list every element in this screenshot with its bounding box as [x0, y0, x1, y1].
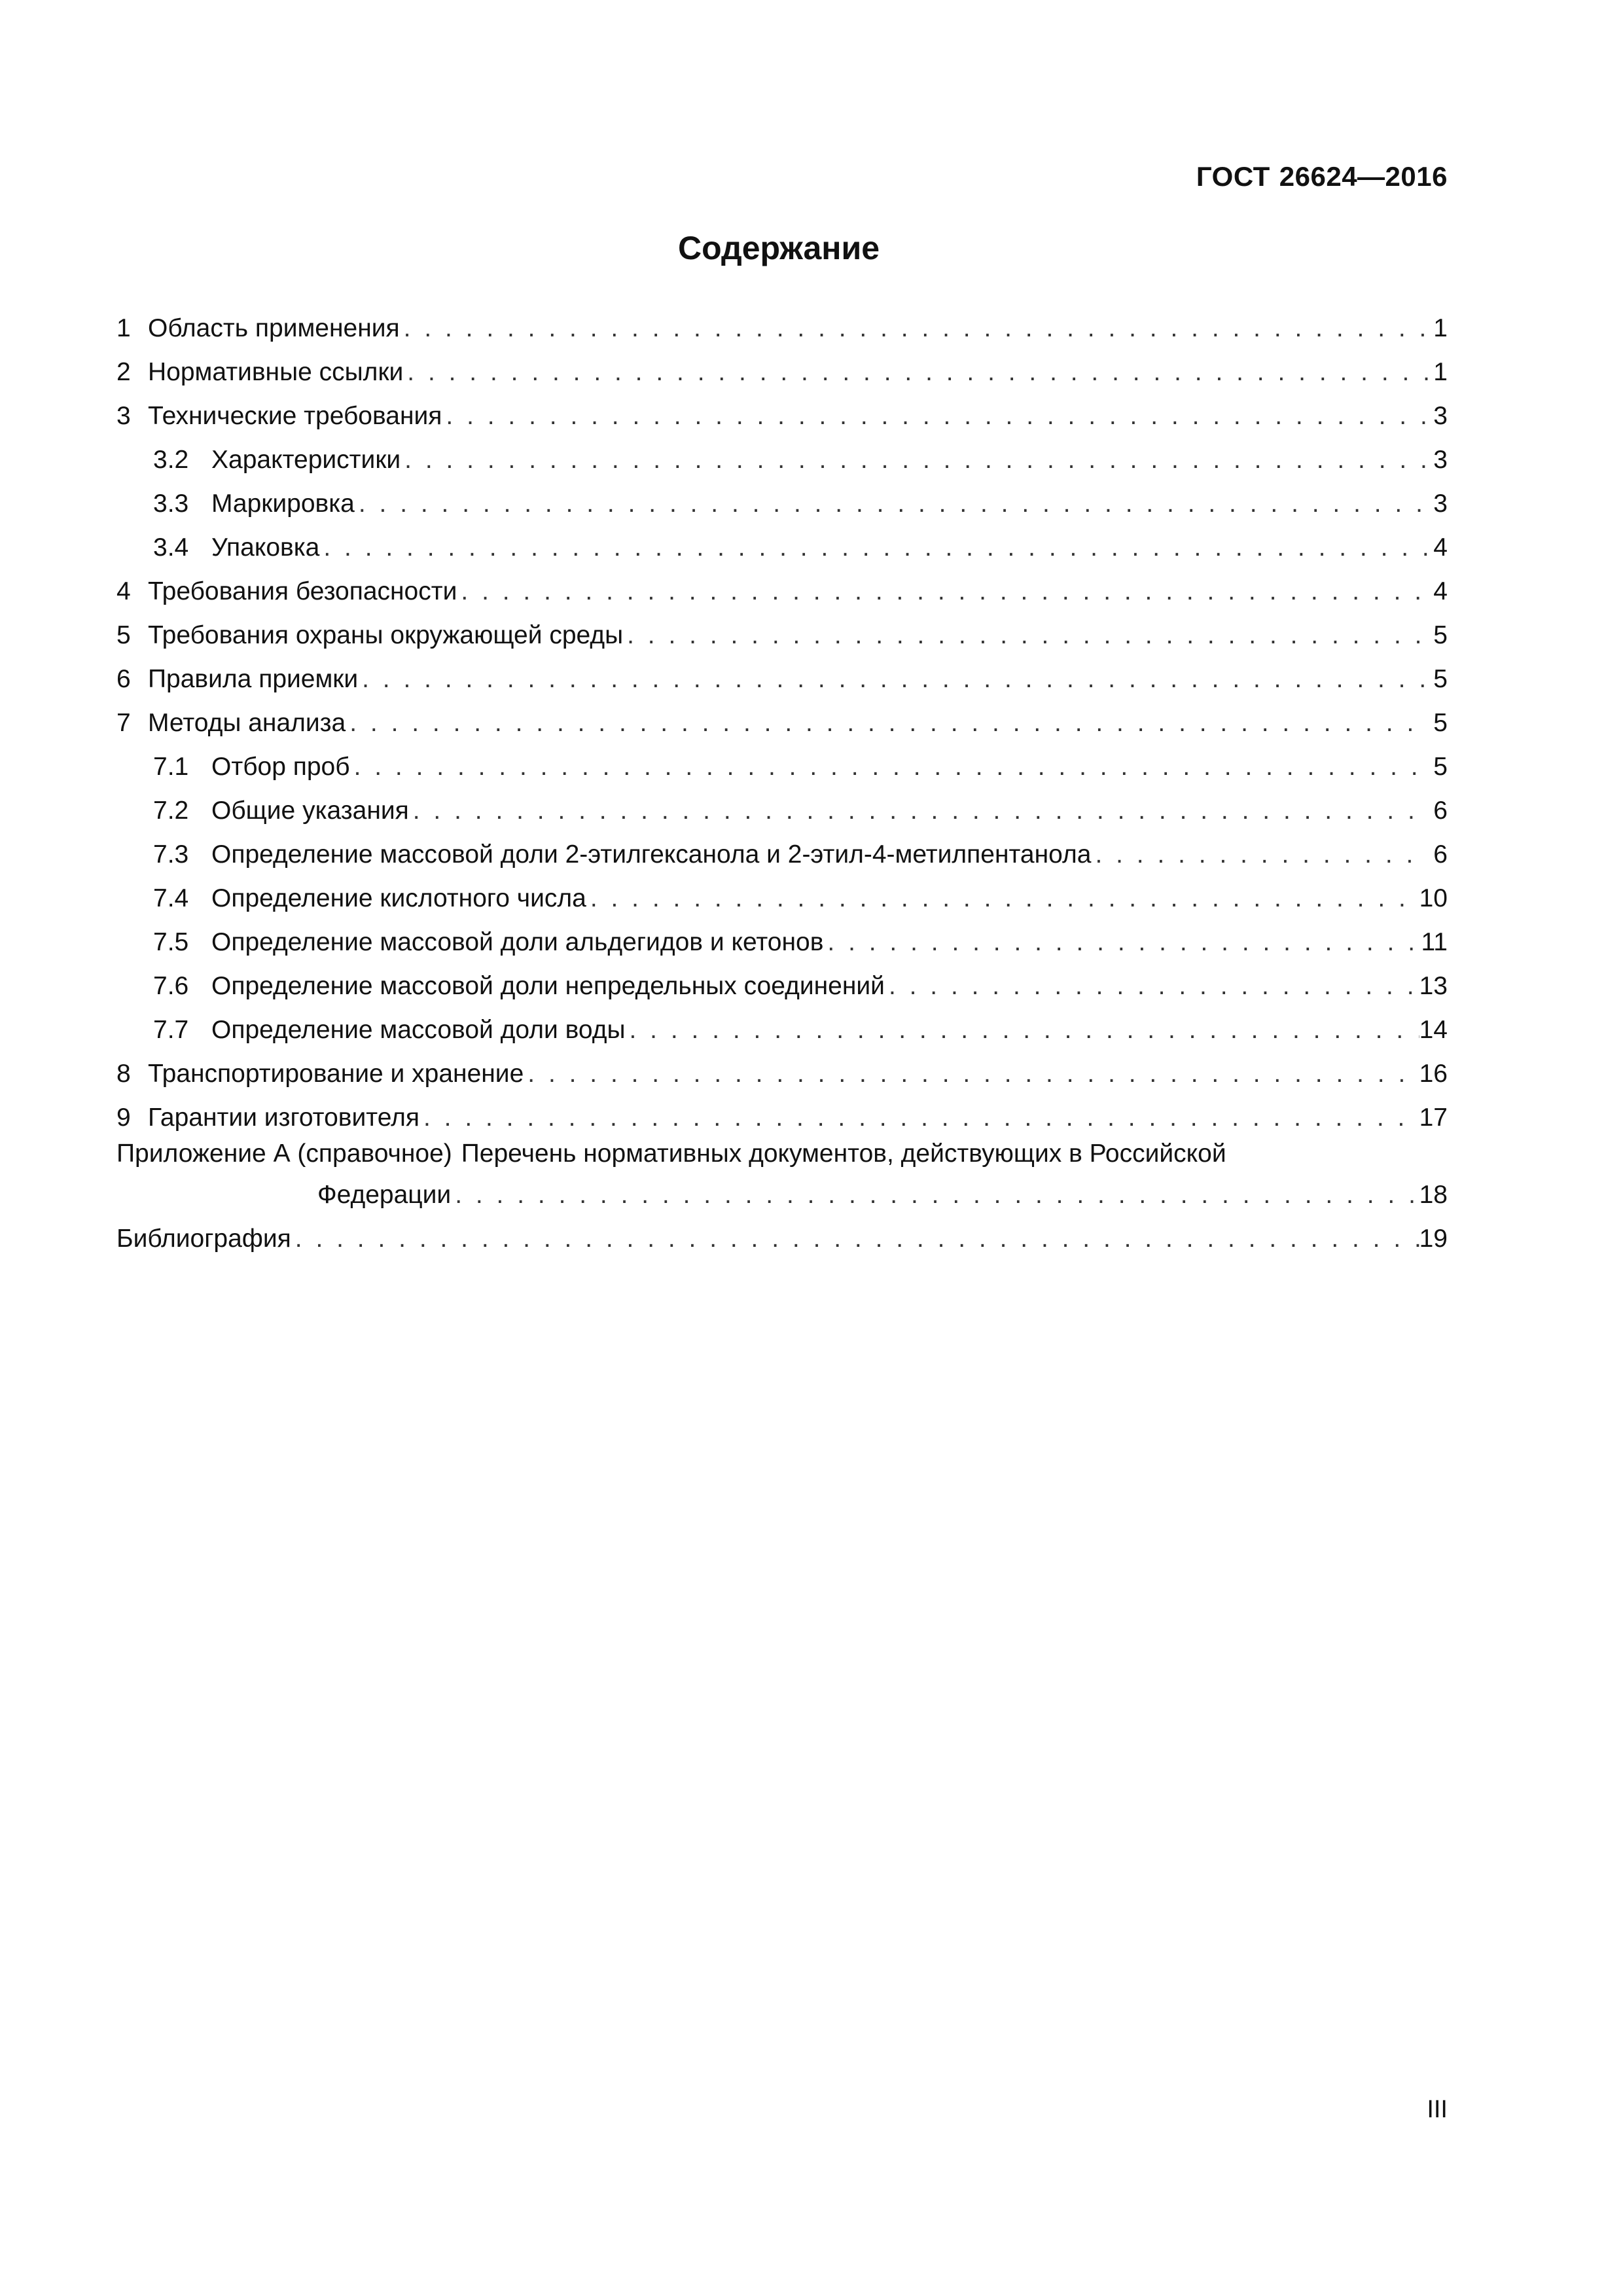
toc-page-number: 6 — [1433, 840, 1448, 869]
annex-line-1 — [116, 1134, 1448, 1174]
toc-entry[interactable] — [116, 782, 1448, 826]
dot-leader — [358, 664, 1428, 694]
toc-entry[interactable] — [116, 563, 1448, 607]
toc-entry-label: Маркировка — [211, 490, 355, 518]
toc-entry[interactable] — [116, 1089, 1448, 1133]
toc-entry-number: 3.3 — [153, 490, 189, 518]
toc-page-number: 10 — [1419, 884, 1448, 912]
toc-entry-number: 2 — [116, 358, 131, 386]
toc-entry-label: Транспортирование и хранение — [148, 1060, 524, 1088]
toc-entry-label: Отбор проб — [211, 753, 350, 781]
toc-entry-number: 7.6 — [153, 972, 189, 1000]
dot-leader — [524, 1059, 1419, 1089]
dot-leader — [350, 752, 1428, 782]
dot-leader — [403, 357, 1428, 387]
toc-entry-number: 7.2 — [153, 797, 189, 825]
table-of-contents — [116, 300, 1448, 1254]
toc-page-number: 1 — [1433, 358, 1448, 386]
toc-page-number: 14 — [1419, 1016, 1448, 1044]
toc-entry-label: Определение кислотного числа — [211, 884, 586, 912]
toc-entry-label: Библиография — [116, 1225, 291, 1253]
dot-leader — [409, 796, 1428, 826]
toc-page-number: 13 — [1419, 972, 1448, 1000]
annex-line-2 — [116, 1174, 1448, 1210]
toc-entry-number: 3 — [116, 402, 131, 430]
toc-entry[interactable] — [116, 958, 1448, 1001]
toc-entry-number: 1 — [116, 314, 131, 342]
dot-leader — [885, 971, 1419, 1001]
dot-leader — [355, 489, 1428, 519]
dot-leader — [291, 1224, 1419, 1254]
toc-page-number: 16 — [1419, 1060, 1448, 1088]
toc-entry-number: 9 — [116, 1103, 131, 1132]
dot-leader — [623, 620, 1428, 651]
toc-entry-label: Требования охраны окружающей среды — [148, 621, 624, 649]
page-title: Содержание — [677, 230, 880, 266]
toc-entry[interactable] — [116, 431, 1448, 475]
toc-entry-number: 7.3 — [153, 840, 189, 869]
toc-entry-bibliography[interactable] — [116, 1210, 1448, 1254]
toc-entry[interactable] — [116, 1045, 1448, 1089]
dot-leader — [626, 1015, 1419, 1045]
toc-page-number: 5 — [1433, 621, 1448, 649]
toc-page-number: 11 — [1421, 928, 1448, 956]
toc-entry-label: Гарантии изготовителя — [148, 1103, 419, 1132]
toc-entry-number: 7.1 — [153, 753, 189, 781]
toc-entry-label: Правила приемки — [148, 665, 359, 693]
toc-entry-label: Требования безопасности — [148, 577, 457, 605]
toc-entry-number: 7.5 — [153, 928, 189, 956]
page-folio: III — [1427, 2096, 1448, 2123]
toc-page-number: 4 — [1433, 533, 1448, 562]
toc-entry-number: 3.2 — [153, 446, 189, 474]
toc-page-number: 1 — [1433, 314, 1448, 342]
dot-leader — [457, 577, 1428, 607]
toc-page-number: 5 — [1433, 709, 1448, 737]
toc-entry-label: Методы анализа — [148, 709, 346, 737]
document-code — [1196, 161, 1448, 192]
toc-entry-number: 7.7 — [153, 1016, 189, 1044]
dot-leader — [419, 1103, 1419, 1133]
toc-entry-label: Определение массовой доли 2-этилгексанола и 2-этил-4-метилпентанола — [211, 840, 1092, 869]
toc-entry-number: 8 — [116, 1060, 131, 1088]
toc-entry-number: 5 — [116, 621, 131, 649]
toc-entry-label: Характеристики — [211, 446, 401, 474]
toc-entry[interactable] — [116, 826, 1448, 870]
dot-leader — [442, 401, 1428, 431]
toc-entries — [116, 300, 1448, 1133]
toc-entry-number: 4 — [116, 577, 131, 605]
toc-page-number: 5 — [1433, 753, 1448, 781]
toc-entry[interactable] — [116, 300, 1448, 344]
toc-entry-label: Определение массовой доли альдегидов и кетонов — [211, 928, 824, 956]
toc-entry-label: Общие указания — [211, 797, 409, 825]
toc-entry[interactable] — [116, 519, 1448, 563]
toc-entry-label: Область применения — [148, 314, 400, 342]
toc-entry[interactable] — [116, 651, 1448, 694]
toc-entry-label: Упаковка — [211, 533, 320, 562]
dot-leader — [400, 314, 1428, 344]
toc-entry-number: 7.4 — [153, 884, 189, 912]
toc-page-number: 17 — [1419, 1103, 1448, 1132]
toc-page-number: 6 — [1433, 797, 1448, 825]
toc-page-number: 19 — [1419, 1225, 1448, 1253]
annex-title-line-1: Перечень нормативных документов, действующих в Российской — [461, 1139, 1226, 1168]
toc-page-number: 4 — [1433, 577, 1448, 605]
toc-page-number: 3 — [1433, 402, 1448, 430]
toc-entry-label: Определение массовой доли непредельных соединений — [211, 972, 885, 1000]
toc-entry[interactable] — [116, 475, 1448, 519]
toc-entry-label: Технические требования — [148, 402, 442, 430]
dot-leader — [451, 1180, 1419, 1210]
dot-leader — [319, 533, 1428, 563]
toc-entry[interactable] — [116, 870, 1448, 914]
dot-leader — [586, 884, 1419, 914]
document-code-prefix: ГОСТ — [1196, 161, 1270, 192]
toc-page-number: 5 — [1433, 665, 1448, 693]
toc-entry-number: 7 — [116, 709, 131, 737]
toc-entry[interactable] — [116, 387, 1448, 431]
toc-entry[interactable] — [116, 344, 1448, 387]
toc-entry-number: 3.4 — [153, 533, 189, 562]
toc-entry[interactable] — [116, 607, 1448, 651]
toc-page-number: 3 — [1433, 446, 1448, 474]
dot-leader — [823, 927, 1421, 958]
toc-page-number: 18 — [1419, 1181, 1448, 1209]
dot-leader — [346, 708, 1428, 738]
annex-label: Приложение А (справочное) — [116, 1139, 452, 1168]
toc-entry-number: 6 — [116, 665, 131, 693]
document-code-number: 26624—2016 — [1279, 161, 1448, 192]
toc-entry-label: Нормативные ссылки — [148, 358, 404, 386]
dot-leader — [1091, 840, 1428, 870]
toc-page-number: 3 — [1433, 490, 1448, 518]
dot-leader — [401, 445, 1428, 475]
toc-entry[interactable] — [116, 914, 1448, 958]
toc-entry[interactable] — [116, 694, 1448, 738]
toc-entry[interactable] — [116, 738, 1448, 782]
toc-entry[interactable] — [116, 1001, 1448, 1045]
annex-title-line-2: Федерации — [317, 1181, 452, 1209]
toc-entry-label: Определение массовой доли воды — [211, 1016, 626, 1044]
toc-entry-annex-a[interactable] — [116, 1134, 1448, 1210]
